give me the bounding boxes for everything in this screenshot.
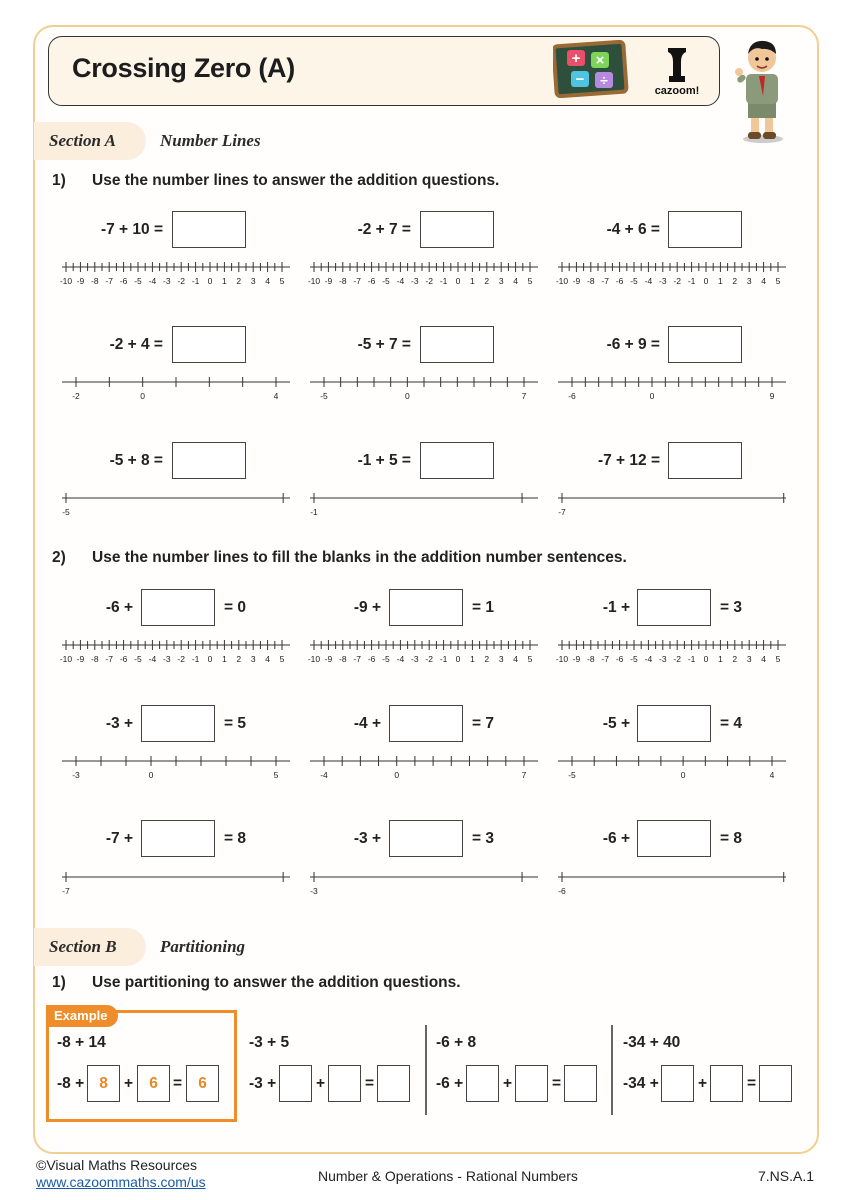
partition-box[interactable] — [710, 1065, 743, 1102]
sentence-left: -3 + — [105, 715, 133, 732]
equals-sign: = — [365, 1075, 375, 1092]
tick-label: 3 — [250, 276, 256, 286]
blank-box[interactable] — [141, 820, 215, 857]
tick-label: -8 — [91, 654, 99, 664]
tick-label: -8 — [339, 276, 347, 286]
tick-label: -10 — [307, 276, 321, 286]
tick-label: 0 — [404, 391, 410, 401]
tick-label: -3 — [310, 886, 318, 896]
equals-sign: = — [173, 1075, 183, 1092]
number-line — [307, 637, 541, 667]
tick-label: 5 — [273, 770, 279, 780]
partition-box[interactable] — [515, 1065, 548, 1102]
tick-label: -2 — [673, 276, 681, 286]
tick-label: 0 — [649, 391, 655, 401]
number-line — [307, 374, 541, 404]
partition-box[interactable] — [328, 1065, 361, 1102]
math-operations-icon — [553, 40, 629, 98]
tick-label: -7 — [558, 507, 566, 517]
section-a-label: Section A — [49, 131, 116, 150]
tick-label: -5 — [630, 654, 638, 664]
tick-label: 4 — [761, 276, 766, 286]
number-line — [555, 869, 789, 899]
footer-standard-code: 7.NS.A.1 — [758, 1168, 815, 1184]
question-2-number: 2) — [52, 549, 66, 566]
partition-box[interactable] — [564, 1065, 597, 1102]
tick-label: -1 — [191, 654, 200, 664]
number-line — [59, 637, 293, 667]
tick-label: -6 — [568, 391, 576, 401]
expression-a8: -1 + 5 = — [357, 452, 411, 469]
tick-label: -4 — [148, 654, 157, 664]
partition-lead: -6 + — [436, 1075, 464, 1092]
tick-label: 4 — [273, 391, 279, 401]
section-b-question-number: 1) — [52, 974, 66, 991]
tick-label: -2 — [425, 276, 433, 286]
tick-label: 0 — [703, 276, 709, 286]
sentence-left: -6 + — [105, 599, 133, 616]
tick-label: 5 — [775, 654, 781, 664]
blank-box[interactable] — [637, 820, 711, 857]
tick-label: -5 — [630, 276, 638, 286]
answer-box[interactable] — [420, 442, 494, 479]
question-2-text: Use the number lines to fill the blanks in the addition number sentences. — [92, 549, 627, 566]
tick-label: -3 — [163, 654, 171, 664]
tick-label: -6 — [615, 654, 624, 664]
tick-label: 4 — [761, 654, 766, 664]
tick-label: -7 — [601, 276, 609, 286]
tick-label: -9 — [324, 654, 333, 664]
tick-label: -2 — [177, 276, 185, 286]
blank-box[interactable] — [389, 705, 463, 742]
answer-box[interactable] — [172, 442, 246, 479]
tick-label: -3 — [411, 654, 419, 664]
partition-box[interactable] — [759, 1065, 792, 1102]
number-line — [59, 259, 293, 289]
tick-label: 2 — [732, 654, 738, 664]
tick-label: 0 — [455, 654, 461, 664]
tick-label: -10 — [555, 654, 569, 664]
expression-a2: -2 + 7 = — [357, 221, 411, 238]
tick-label: -7 — [105, 276, 113, 286]
equals-sign: = — [747, 1075, 757, 1092]
expression-a5: -5 + 7 = — [357, 336, 411, 353]
tick-label: 0 — [140, 391, 146, 401]
tick-label: 5 — [279, 276, 285, 286]
number-line — [59, 869, 293, 899]
answer-box[interactable] — [420, 211, 494, 248]
tick-label: -2 — [72, 391, 80, 401]
tick-label: -5 — [134, 654, 142, 664]
number-line — [307, 869, 541, 899]
tick-label: -3 — [659, 654, 667, 664]
tick-label: 2 — [484, 276, 490, 286]
partition-lead: -34 + — [623, 1075, 659, 1092]
tick-label: 4 — [513, 654, 518, 664]
footer-link[interactable]: www.cazoommaths.com/us — [36, 1174, 206, 1190]
sentence-right: = 3 — [720, 599, 742, 616]
number-line — [59, 753, 293, 783]
number-line — [555, 753, 789, 783]
tick-label: -5 — [382, 276, 390, 286]
number-line — [307, 753, 541, 783]
tick-label: -5 — [568, 770, 576, 780]
tick-label: 3 — [498, 276, 504, 286]
equals-sign: = — [552, 1075, 562, 1092]
column-divider — [425, 1025, 427, 1115]
example-question: -8 + 14 — [57, 1034, 106, 1051]
question-1-text: Use the number lines to answer the addition questions. — [92, 172, 500, 189]
tick-label: -8 — [587, 276, 595, 286]
tick-label: 1 — [222, 654, 227, 664]
tick-label: 0 — [394, 770, 400, 780]
tick-label: -10 — [307, 654, 321, 664]
tick-label: 5 — [279, 654, 285, 664]
footer-copyright: ©Visual Maths Resources — [36, 1157, 198, 1173]
tick-label: 0 — [207, 276, 213, 286]
footer-topic: Number & Operations - Rational Numbers — [318, 1168, 578, 1184]
tick-label: 3 — [746, 276, 752, 286]
blank-box[interactable] — [389, 820, 463, 857]
sentence-left: -7 + — [105, 830, 133, 847]
tick-label: -8 — [339, 654, 347, 664]
blank-box[interactable] — [637, 589, 711, 626]
sentence-right: = 7 — [472, 715, 494, 732]
tick-label: -1 — [687, 654, 696, 664]
tick-label: -6 — [615, 276, 624, 286]
partition-box[interactable] — [466, 1065, 499, 1102]
tick-label: 4 — [769, 770, 775, 780]
tick-label: 0 — [680, 770, 686, 780]
number-line — [59, 374, 293, 404]
blank-box[interactable] — [141, 705, 215, 742]
question-1-number: 1) — [52, 172, 66, 189]
plus-sign: + — [124, 1075, 134, 1092]
answer-box[interactable] — [668, 442, 742, 479]
sentence-right: = 0 — [224, 599, 246, 616]
number-line — [59, 490, 293, 520]
tick-label: 0 — [148, 770, 154, 780]
tick-label: -5 — [320, 391, 328, 401]
tick-label: 3 — [250, 654, 256, 664]
tick-label: 1 — [470, 276, 475, 286]
tick-label: 5 — [527, 276, 533, 286]
sentence-right: = 8 — [720, 830, 742, 847]
tick-label: -10 — [59, 654, 73, 664]
column-divider — [611, 1025, 613, 1115]
section-b-question-text: Use partitioning to answer the addition questions. — [92, 974, 461, 991]
section-b-label: Section B — [49, 937, 117, 956]
sentence-right: = 1 — [472, 599, 494, 616]
tick-label: 9 — [769, 391, 775, 401]
tick-label: 7 — [521, 391, 527, 401]
tick-label: 3 — [498, 654, 504, 664]
tick-label: -10 — [59, 276, 73, 286]
number-line — [307, 259, 541, 289]
partition-question: -3 + 5 — [249, 1034, 290, 1051]
blank-box[interactable] — [637, 705, 711, 742]
tick-label: -9 — [324, 276, 333, 286]
tick-label: -5 — [134, 276, 142, 286]
tick-label: -7 — [601, 654, 609, 664]
tick-label: 5 — [527, 654, 533, 664]
svg-text:×: × — [595, 52, 605, 69]
svg-text:cazoom!: cazoom! — [654, 85, 700, 97]
tick-label: 5 — [775, 276, 781, 286]
tick-label: 0 — [455, 276, 461, 286]
sentence-right: = 8 — [224, 830, 246, 847]
tick-label: -7 — [353, 654, 361, 664]
svg-text:+: + — [571, 50, 581, 67]
example-part-1: 8 — [87, 1065, 120, 1102]
sentence-left: -1 + — [602, 599, 630, 616]
tick-label: -1 — [191, 276, 200, 286]
mascot-illustration — [733, 36, 793, 144]
tick-label: -4 — [644, 654, 653, 664]
page-title: Crossing Zero (A) — [72, 53, 295, 83]
sentence-left: -5 + — [602, 715, 630, 732]
expression-a7: -5 + 8 = — [109, 452, 163, 469]
tick-label: -5 — [62, 507, 70, 517]
tick-label: -6 — [119, 654, 128, 664]
tick-label: -6 — [119, 276, 128, 286]
tick-label: -6 — [367, 654, 376, 664]
sentence-right: = 5 — [224, 715, 246, 732]
partition-question: -34 + 40 — [623, 1034, 681, 1051]
tick-label: 4 — [265, 654, 270, 664]
tick-label: -10 — [555, 276, 569, 286]
plus-sign: + — [316, 1075, 326, 1092]
sentence-right: = 4 — [720, 715, 742, 732]
expression-a3: -4 + 6 = — [606, 221, 660, 238]
tick-label: -2 — [425, 654, 433, 664]
tick-label: -3 — [411, 276, 419, 286]
tick-label: 0 — [207, 654, 213, 664]
example-answer: 6 — [186, 1065, 219, 1102]
partition-lead: -3 + — [249, 1075, 277, 1092]
partition-box[interactable] — [279, 1065, 312, 1102]
expression-a9: -7 + 12 = — [597, 452, 660, 469]
number-line — [555, 490, 789, 520]
tick-label: -8 — [91, 276, 99, 286]
tick-label: 1 — [718, 276, 723, 286]
example-part-2: 6 — [137, 1065, 170, 1102]
tick-label: -3 — [163, 276, 171, 286]
sentence-right: = 3 — [472, 830, 494, 847]
tick-label: 2 — [236, 276, 242, 286]
tick-label: -9 — [76, 654, 85, 664]
expression-a4: -2 + 4 = — [109, 336, 163, 353]
tick-label: -4 — [396, 654, 405, 664]
tick-label: -1 — [439, 276, 448, 286]
section-a-title: Number Lines — [160, 131, 261, 150]
tick-label: 2 — [732, 276, 738, 286]
number-line — [555, 637, 789, 667]
sentence-left: -6 + — [602, 830, 630, 847]
tick-label: -3 — [659, 276, 667, 286]
tick-label: 4 — [265, 276, 270, 286]
partition-box[interactable] — [661, 1065, 694, 1102]
tick-label: -1 — [310, 507, 318, 517]
tick-label: -3 — [72, 770, 80, 780]
tick-label: 1 — [222, 276, 227, 286]
tick-label: -4 — [396, 276, 405, 286]
section-b-title: Partitioning — [160, 937, 246, 956]
tick-label: -5 — [382, 654, 390, 664]
sentence-left: -4 + — [353, 715, 381, 732]
tick-label: -1 — [439, 654, 448, 664]
tick-label: 0 — [703, 654, 709, 664]
answer-box[interactable] — [420, 326, 494, 363]
tick-label: -6 — [367, 276, 376, 286]
answer-box[interactable] — [668, 211, 742, 248]
tick-label: 4 — [513, 276, 518, 286]
tick-label: -7 — [353, 276, 361, 286]
svg-text:−: − — [575, 71, 585, 88]
expression-a1: -7 + 10 = — [100, 221, 163, 238]
tick-label: -9 — [572, 276, 581, 286]
tick-label: -9 — [572, 654, 581, 664]
cazoom-logo — [648, 44, 706, 98]
example-tag: Example — [46, 1005, 118, 1027]
partition-question: -6 + 8 — [436, 1034, 477, 1051]
tick-label: 3 — [746, 654, 752, 664]
answer-box[interactable] — [172, 326, 246, 363]
example-lead: -8 + — [57, 1075, 85, 1092]
plus-sign: + — [698, 1075, 708, 1092]
svg-text:÷: ÷ — [600, 72, 608, 88]
number-line — [307, 490, 541, 520]
tick-label: 7 — [521, 770, 527, 780]
partition-box[interactable] — [377, 1065, 410, 1102]
tick-label: -7 — [105, 654, 113, 664]
tick-label: -8 — [587, 654, 595, 664]
tick-label: -7 — [62, 886, 70, 896]
number-line — [555, 259, 789, 289]
answer-box[interactable] — [668, 326, 742, 363]
plus-sign: + — [503, 1075, 513, 1092]
expression-a6: -6 + 9 = — [606, 336, 660, 353]
sentence-left: -9 + — [353, 599, 381, 616]
tick-label: -2 — [177, 654, 185, 664]
tick-label: -4 — [148, 276, 157, 286]
blank-box[interactable] — [141, 589, 215, 626]
sentence-left: -3 + — [353, 830, 381, 847]
tick-label: -6 — [558, 886, 566, 896]
tick-label: 2 — [484, 654, 490, 664]
tick-label: -9 — [76, 276, 85, 286]
answer-box[interactable] — [172, 211, 246, 248]
tick-label: -4 — [320, 770, 328, 780]
number-line — [555, 374, 789, 404]
tick-label: 1 — [718, 654, 723, 664]
blank-box[interactable] — [389, 589, 463, 626]
tick-label: -2 — [673, 654, 681, 664]
tick-label: -1 — [687, 276, 696, 286]
tick-label: 2 — [236, 654, 242, 664]
tick-label: 1 — [470, 654, 475, 664]
tick-label: -4 — [644, 276, 653, 286]
